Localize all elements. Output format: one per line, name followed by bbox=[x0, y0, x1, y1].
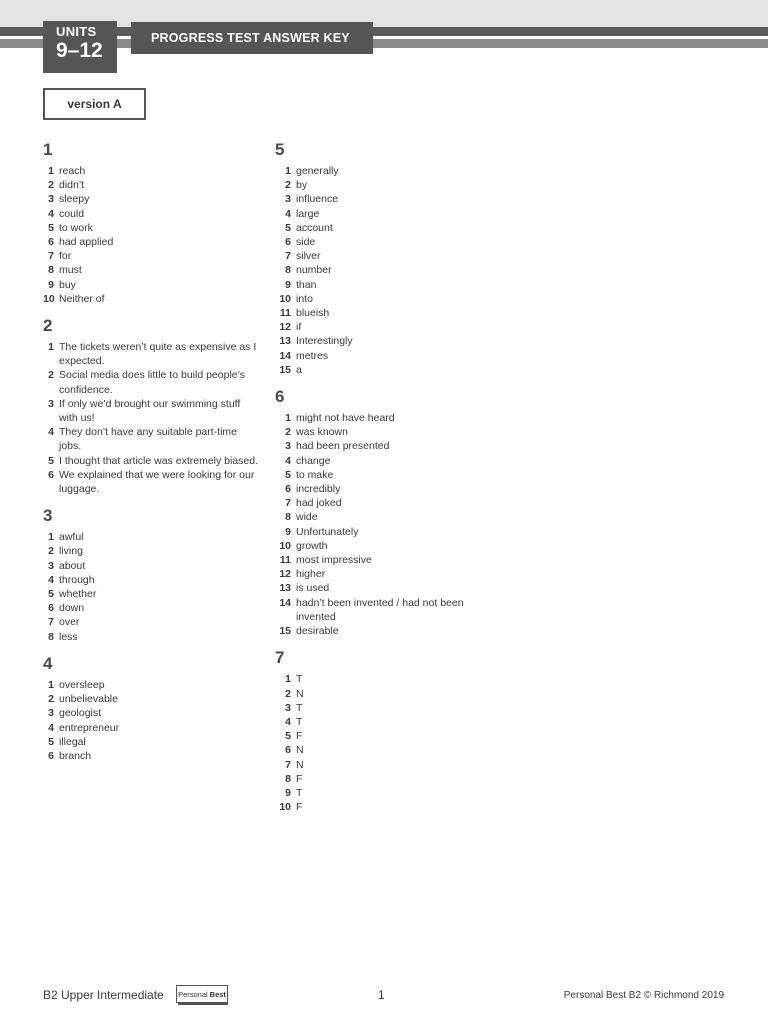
answer-number: 7 bbox=[285, 250, 291, 263]
answer-number: 7 bbox=[48, 250, 54, 263]
answer-text: If only we’d brought our swimming stuff with us! bbox=[59, 397, 241, 425]
section bbox=[43, 316, 265, 496]
answer-item bbox=[43, 207, 265, 221]
answer-number: 5 bbox=[48, 588, 54, 601]
answer-text: living bbox=[59, 545, 83, 558]
answer-number: 14 bbox=[279, 349, 291, 362]
answer-item bbox=[275, 701, 485, 715]
answer-list bbox=[43, 164, 265, 306]
answer-item bbox=[275, 235, 485, 249]
answer-item bbox=[43, 278, 265, 292]
section-number: 2 bbox=[43, 316, 53, 336]
answer-item bbox=[275, 411, 485, 425]
answer-text: had applied bbox=[59, 236, 114, 249]
answer-number: 15 bbox=[279, 625, 291, 638]
answer-number: 6 bbox=[285, 744, 291, 757]
answer-number: 1 bbox=[285, 165, 291, 177]
answer-item bbox=[43, 235, 265, 249]
answer-item bbox=[275, 786, 485, 800]
answer-item bbox=[43, 721, 265, 735]
logo-text-personal: Personal bbox=[178, 989, 208, 999]
answer-number: 3 bbox=[48, 559, 54, 572]
answer-text: They don’t have any suitable part-time jobs. bbox=[59, 426, 238, 453]
level-label: B2 Upper Intermediate bbox=[43, 988, 164, 1002]
answer-item bbox=[275, 553, 485, 567]
section bbox=[43, 140, 265, 306]
answer-item bbox=[43, 559, 265, 573]
answer-text: by bbox=[296, 179, 308, 192]
answer-item bbox=[275, 454, 485, 468]
answer-item bbox=[43, 601, 265, 615]
answer-text: generally bbox=[296, 165, 339, 177]
answer-number: 13 bbox=[279, 582, 291, 595]
answer-item bbox=[275, 425, 485, 439]
answer-list bbox=[43, 340, 265, 496]
answer-number: 1 bbox=[48, 531, 54, 544]
answer-text: oversleep bbox=[59, 678, 105, 691]
answer-number: 1 bbox=[48, 165, 54, 177]
copyright: Personal Best B2 © Richmond 2019 bbox=[563, 990, 724, 1001]
section bbox=[275, 387, 485, 638]
answer-text: wide bbox=[296, 511, 318, 524]
answer-number: 4 bbox=[48, 426, 54, 439]
answer-text: Unfortunately bbox=[296, 525, 359, 538]
section-number: 1 bbox=[43, 140, 53, 159]
answer-text: most impressive bbox=[296, 554, 372, 567]
answer-item bbox=[43, 468, 265, 496]
answer-list bbox=[43, 678, 265, 763]
answer-number: 10 bbox=[43, 292, 55, 305]
answer-number: 6 bbox=[48, 468, 54, 481]
answer-text: geologist bbox=[59, 707, 102, 720]
answer-text: buy bbox=[59, 278, 76, 291]
answer-item bbox=[275, 539, 485, 553]
answer-number: 4 bbox=[48, 721, 54, 734]
answer-number: 3 bbox=[285, 440, 291, 453]
answer-text: T bbox=[296, 673, 303, 686]
answer-text: I thought that article was extremely biased. bbox=[59, 454, 259, 467]
answer-text: into bbox=[296, 292, 313, 305]
answer-text: metres bbox=[296, 349, 329, 362]
section bbox=[43, 654, 265, 763]
section bbox=[275, 648, 485, 814]
answer-item bbox=[43, 530, 265, 544]
answer-text: N bbox=[296, 758, 304, 771]
answer-number: 4 bbox=[48, 573, 54, 586]
answer-number: 8 bbox=[48, 264, 54, 277]
answer-number: 5 bbox=[48, 735, 54, 748]
answer-item bbox=[275, 567, 485, 581]
version-label: version A bbox=[43, 88, 146, 120]
answer-number: 3 bbox=[48, 707, 54, 720]
answer-text: T bbox=[296, 701, 303, 714]
answer-item bbox=[275, 772, 485, 786]
answer-item bbox=[275, 468, 485, 482]
answer-text: is used bbox=[296, 582, 330, 595]
logo-text-best: Best bbox=[209, 989, 226, 999]
answer-number: 8 bbox=[48, 630, 54, 643]
answer-number: 2 bbox=[48, 693, 54, 706]
answer-text: unbelievable bbox=[59, 693, 118, 706]
answer-item bbox=[43, 735, 265, 749]
answer-number: 2 bbox=[285, 179, 291, 192]
answer-number: 3 bbox=[48, 193, 54, 206]
answer-number: 6 bbox=[285, 236, 291, 249]
answer-item bbox=[43, 587, 265, 601]
answer-text: The tickets weren’t quite as expensive as I expected. bbox=[59, 341, 257, 368]
answer-item bbox=[275, 496, 485, 510]
section-number: 4 bbox=[43, 653, 53, 673]
answer-text: over bbox=[59, 616, 80, 629]
answer-item bbox=[275, 320, 485, 334]
answer-item bbox=[43, 692, 265, 706]
answer-item bbox=[275, 672, 485, 686]
answer-item bbox=[275, 263, 485, 277]
answer-number: 7 bbox=[48, 616, 54, 629]
answer-number: 9 bbox=[285, 525, 291, 538]
answer-number: 6 bbox=[48, 749, 54, 762]
answer-item bbox=[43, 249, 265, 263]
answer-text: influence bbox=[296, 193, 339, 206]
answer-number: 1 bbox=[285, 412, 291, 425]
answer-text: N bbox=[296, 687, 304, 700]
answer-text: whether bbox=[59, 588, 97, 601]
section bbox=[275, 140, 485, 377]
answer-text: had joked bbox=[296, 497, 342, 510]
answer-number: 7 bbox=[285, 497, 291, 510]
answer-number: 4 bbox=[285, 454, 291, 467]
answer-number: 1 bbox=[48, 341, 54, 354]
answer-text: was known bbox=[296, 426, 348, 439]
answer-number: 5 bbox=[48, 221, 54, 234]
answer-number: 2 bbox=[48, 545, 54, 558]
answer-number: 10 bbox=[279, 539, 291, 552]
answer-text: We explained that we were looking for our luggage. bbox=[59, 468, 255, 496]
answer-item bbox=[43, 678, 265, 692]
section bbox=[43, 506, 265, 644]
answer-number: 11 bbox=[279, 307, 291, 320]
answer-text: illegal bbox=[59, 735, 86, 748]
answer-item bbox=[43, 292, 265, 306]
answer-text: to work bbox=[59, 221, 93, 234]
answer-text: blueish bbox=[296, 307, 330, 320]
answer-item bbox=[275, 758, 485, 772]
answer-item bbox=[43, 178, 265, 192]
answer-number: 8 bbox=[285, 511, 291, 524]
answer-number: 4 bbox=[285, 207, 291, 220]
answer-item bbox=[43, 573, 265, 587]
answer-text: Neither of bbox=[59, 292, 105, 305]
answer-item bbox=[275, 715, 485, 729]
answer-item bbox=[43, 263, 265, 277]
section-number: 6 bbox=[275, 387, 285, 407]
answer-text: side bbox=[296, 236, 316, 249]
answer-item bbox=[43, 164, 265, 178]
answer-item bbox=[275, 687, 485, 701]
answer-item bbox=[275, 439, 485, 453]
answer-item bbox=[43, 192, 265, 206]
answer-text: desirable bbox=[296, 625, 339, 638]
answer-text: didn’t bbox=[59, 179, 85, 192]
answer-text: T bbox=[296, 715, 303, 728]
answer-text: had been presented bbox=[296, 440, 390, 453]
answer-item bbox=[275, 278, 485, 292]
answer-item bbox=[275, 482, 485, 496]
answer-item bbox=[43, 340, 265, 368]
answer-number: 9 bbox=[48, 278, 54, 291]
answer-item bbox=[275, 596, 485, 624]
answer-list bbox=[275, 672, 485, 814]
answer-item bbox=[275, 192, 485, 206]
left-column bbox=[43, 136, 265, 773]
answer-text: entrepreneur bbox=[59, 721, 120, 734]
answer-text: reach bbox=[59, 165, 86, 177]
answer-number: 3 bbox=[48, 397, 54, 410]
units-range: 9–12 bbox=[56, 39, 103, 62]
section-number: 7 bbox=[275, 648, 285, 668]
answer-item bbox=[275, 510, 485, 524]
answer-number: 10 bbox=[279, 292, 291, 305]
answer-text: number bbox=[296, 264, 332, 277]
answer-number: 5 bbox=[285, 468, 291, 481]
answer-text: down bbox=[59, 602, 85, 615]
answer-text: awful bbox=[59, 531, 84, 544]
page-title: PROGRESS TEST ANSWER KEY bbox=[131, 22, 373, 54]
answer-text: could bbox=[59, 207, 85, 220]
answer-text: sleepy bbox=[59, 193, 90, 206]
section-number: 5 bbox=[275, 140, 285, 159]
answer-text: N bbox=[296, 744, 304, 757]
answer-text: F bbox=[296, 801, 303, 814]
page-number: 1 bbox=[378, 988, 385, 1002]
answer-number: 14 bbox=[279, 596, 291, 609]
answer-item bbox=[275, 249, 485, 263]
answer-number: 15 bbox=[279, 363, 291, 376]
answer-text: through bbox=[59, 573, 95, 586]
answer-number: 2 bbox=[48, 369, 54, 382]
answer-number: 4 bbox=[48, 207, 54, 220]
answer-text: for bbox=[59, 250, 72, 263]
right-column bbox=[275, 136, 485, 824]
answer-text: about bbox=[59, 559, 86, 572]
logo-underline bbox=[178, 1003, 228, 1005]
answer-number: 5 bbox=[48, 454, 54, 467]
answer-text: to make bbox=[296, 468, 334, 481]
answer-number: 1 bbox=[48, 678, 54, 691]
answer-number: 6 bbox=[48, 236, 54, 249]
answer-text: Social media does little to build people’s confidence. bbox=[59, 369, 246, 396]
answer-number: 8 bbox=[285, 772, 291, 785]
answer-item bbox=[275, 800, 485, 814]
answer-text: a bbox=[296, 363, 302, 376]
answer-number: 9 bbox=[285, 278, 291, 291]
answer-number: 7 bbox=[285, 758, 291, 771]
answer-number: 2 bbox=[48, 179, 54, 192]
answer-number: 2 bbox=[285, 687, 291, 700]
answer-number: 4 bbox=[285, 715, 291, 728]
answer-item bbox=[275, 207, 485, 221]
answer-number: 10 bbox=[279, 801, 291, 814]
answer-list bbox=[43, 530, 265, 644]
answer-item bbox=[275, 349, 485, 363]
answer-item bbox=[43, 454, 265, 468]
answer-text: higher bbox=[296, 568, 326, 581]
answer-item bbox=[43, 630, 265, 644]
answer-text: F bbox=[296, 772, 303, 785]
answer-number: 2 bbox=[285, 426, 291, 439]
answer-item bbox=[43, 425, 265, 453]
answer-item bbox=[275, 581, 485, 595]
answer-number: 11 bbox=[279, 554, 291, 567]
answer-text: account bbox=[296, 221, 333, 234]
answer-text: if bbox=[296, 321, 302, 334]
answer-text: large bbox=[296, 207, 320, 220]
answer-text: Interestingly bbox=[296, 335, 353, 348]
units-label: UNITS bbox=[56, 24, 97, 39]
answer-item bbox=[43, 706, 265, 720]
answer-number: 5 bbox=[285, 221, 291, 234]
answer-text: than bbox=[296, 278, 317, 291]
answer-text: incredibly bbox=[296, 483, 341, 496]
answer-text: T bbox=[296, 786, 303, 799]
answer-number: 13 bbox=[279, 335, 291, 348]
answer-number: 5 bbox=[285, 730, 291, 743]
answer-item bbox=[275, 292, 485, 306]
answer-item bbox=[275, 221, 485, 235]
answer-list bbox=[275, 411, 485, 638]
answer-text: silver bbox=[296, 250, 321, 263]
answer-text: hadn’t been invented / had not been invented bbox=[296, 596, 464, 623]
answer-item bbox=[275, 743, 485, 757]
answer-item bbox=[43, 397, 265, 425]
answer-item bbox=[275, 334, 485, 348]
answer-item bbox=[275, 525, 485, 539]
answer-number: 9 bbox=[285, 786, 291, 799]
answer-text: change bbox=[296, 454, 331, 467]
answer-text: branch bbox=[59, 749, 92, 762]
answer-text: might not have heard bbox=[296, 412, 395, 425]
answer-number: 3 bbox=[285, 193, 291, 206]
answer-item bbox=[275, 363, 485, 377]
answer-number: 3 bbox=[285, 701, 291, 714]
answer-item bbox=[43, 544, 265, 558]
answer-item bbox=[43, 368, 265, 396]
section-number: 3 bbox=[43, 506, 53, 526]
answer-number: 12 bbox=[279, 568, 291, 581]
answer-number: 6 bbox=[285, 483, 291, 496]
answer-list bbox=[275, 164, 485, 377]
personal-best-logo bbox=[176, 985, 228, 1003]
answer-item bbox=[43, 615, 265, 629]
answer-text: growth bbox=[296, 539, 328, 552]
answer-item bbox=[275, 624, 485, 638]
answer-number: 12 bbox=[279, 321, 291, 334]
page-footer bbox=[0, 985, 768, 1005]
answer-item bbox=[275, 178, 485, 192]
units-badge bbox=[43, 21, 117, 73]
answer-number: 1 bbox=[285, 673, 291, 686]
answer-number: 6 bbox=[48, 602, 54, 615]
answer-number: 8 bbox=[285, 264, 291, 277]
answer-text: must bbox=[59, 264, 82, 277]
answer-item bbox=[43, 221, 265, 235]
answer-item bbox=[275, 729, 485, 743]
answer-text: F bbox=[296, 730, 303, 743]
answer-item bbox=[43, 749, 265, 763]
answer-item bbox=[275, 306, 485, 320]
answer-text: less bbox=[59, 630, 78, 643]
answer-item bbox=[275, 164, 485, 178]
